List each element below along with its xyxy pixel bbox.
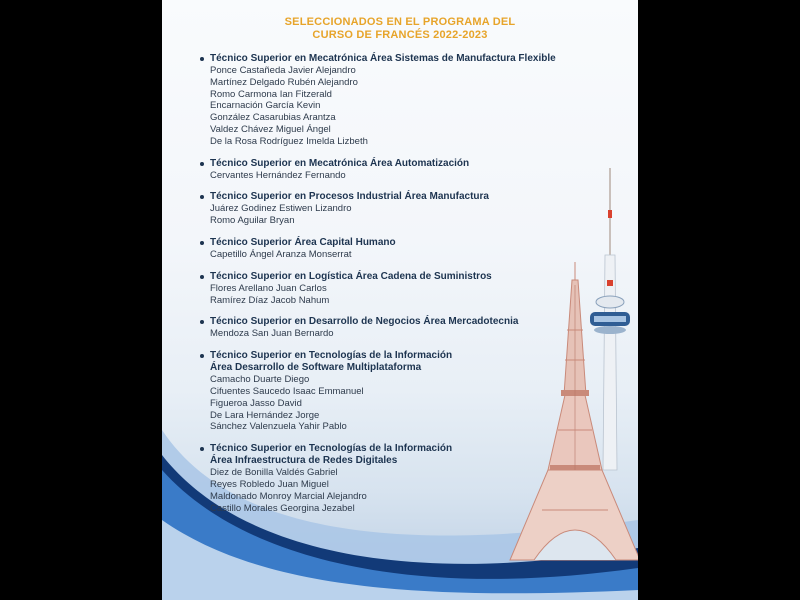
program-title: Técnico Superior en Procesos Industrial Área Manufactura	[210, 191, 489, 203]
program-section	[200, 316, 620, 340]
program-section	[200, 237, 620, 261]
student-name: Mendoza San Juan Bernardo	[210, 328, 334, 340]
bullet-icon	[200, 354, 204, 358]
header-line-1: SELECCIONADOS EN EL PROGRAMA DEL	[284, 16, 516, 28]
bullet-icon	[200, 241, 204, 245]
student-name: Cervantes Hernández Fernando	[210, 169, 346, 181]
student-name-list	[210, 467, 620, 514]
student-name: Encarnación García Kevin	[210, 100, 321, 112]
program-title: Área Desarrollo de Software Multiplataforma	[210, 362, 422, 374]
program-section	[200, 350, 620, 433]
program-section	[200, 53, 620, 148]
student-name: Ramírez Díaz Jacob Nahum	[210, 294, 330, 306]
student-name: Romo Aguilar Bryan	[210, 215, 295, 227]
header-line-2: CURSO DE FRANCÉS 2022-2023	[312, 29, 488, 41]
bullet-icon	[200, 195, 204, 199]
program-title: Técnico Superior en Desarrollo de Negocios Área Mercadotecnia	[210, 316, 519, 328]
student-name: Figueroa Jasso David	[210, 397, 302, 409]
program-title: Área Infraestructura de Redes Digitales	[210, 455, 398, 467]
program-section	[200, 158, 620, 182]
student-name: Maldonado Monroy Marcial Alejandro	[210, 490, 367, 502]
program-title: Técnico Superior Área Capital Humano	[210, 236, 396, 248]
program-title: Técnico Superior en Tecnologías de la Información	[210, 443, 453, 455]
program-title: Técnico Superior en Mecatrónica Área Sistemas de Manufactura Flexible	[210, 53, 556, 64]
program-title: Técnico Superior en Mecatrónica Área Automatización	[210, 157, 470, 169]
student-name: Reyes Robledo Juan Miguel	[210, 478, 329, 490]
program-title: Técnico Superior en Tecnologías de la Información	[210, 350, 453, 362]
student-name: De la Rosa Rodríguez Imelda Lizbeth	[210, 135, 368, 147]
student-name: Castillo Morales Georgina Jezabel	[210, 502, 355, 514]
student-name: Capetillo Ángel Aranza Monserrat	[210, 248, 352, 260]
student-name-list	[210, 249, 620, 261]
bullet-icon	[200, 447, 204, 451]
student-name-list	[210, 283, 620, 307]
poster-header	[162, 16, 638, 42]
program-title: Técnico Superior en Logística Área Cadena de Suministros	[210, 270, 492, 282]
student-name: Juárez Godinez Estiwen Lizandro	[210, 203, 352, 215]
student-name: Valdez Chávez Miguel Ángel	[210, 123, 331, 135]
program-section	[200, 443, 620, 514]
bullet-icon	[200, 320, 204, 324]
announcement-poster	[162, 0, 638, 600]
student-name-list	[210, 170, 620, 182]
bullet-icon	[200, 162, 204, 166]
student-name: Flores Arellano Juan Carlos	[210, 282, 327, 294]
student-name: Camacho Duarte Diego	[210, 374, 310, 386]
student-name: Diez de Bonilla Valdés Gabriel	[210, 467, 338, 479]
student-name: Sánchez Valenzuela Yahir Pablo	[210, 421, 347, 433]
program-section	[200, 271, 620, 307]
student-name: González Casarubias Arantza	[210, 112, 336, 124]
bullet-icon	[200, 275, 204, 279]
student-name-list	[210, 203, 620, 227]
student-name: Romo Carmona Ian Fitzerald	[210, 88, 332, 100]
bullet-icon	[200, 57, 204, 61]
student-name: Cifuentes Saucedo Isaac Emmanuel	[210, 385, 364, 397]
student-name-list	[210, 65, 620, 148]
program-section	[200, 191, 620, 227]
student-name: Martínez Delgado Rubén Alejandro	[210, 76, 358, 88]
student-name-list	[210, 374, 620, 433]
student-name-list	[210, 328, 620, 340]
student-name: De Lara Hernández Jorge	[210, 409, 320, 421]
student-name: Ponce Castañeda Javier Alejandro	[210, 65, 356, 76]
program-list	[200, 53, 620, 514]
